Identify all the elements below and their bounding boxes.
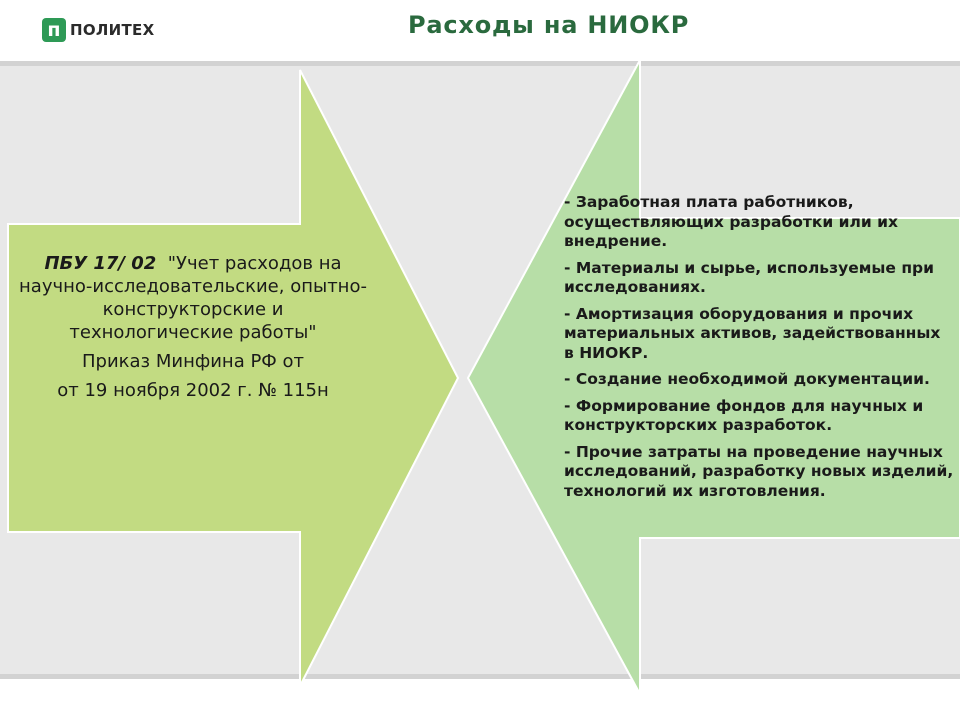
- list-item: - Формирование фондов для научных и конструкторских разработок.: [564, 396, 924, 434]
- slide-title: Расходы на НИОКР: [408, 11, 690, 39]
- list-item: - Заработная плата работников, осуществляющих разработки или их внедрение.: [564, 193, 899, 250]
- list-item: - Амортизация оборудования и прочих материальных активов, задействованных в НИОКР.: [564, 304, 941, 362]
- list-item: - Создание необходимой документации.: [564, 370, 930, 388]
- order-line-1: Приказ Минфина РФ от: [81, 351, 305, 372]
- order-line-2: от 19 ноября 2002 г. № 115н: [57, 380, 329, 401]
- list-item: - Прочие затраты на проведение научных исследований, разработку новых изделий, технологий их изготовления.: [564, 442, 954, 500]
- left-block-text: [18, 252, 368, 402]
- pbu-description: "Учет расходов на научно-исследовательские, опытно-конструкторские и технологические работы": [19, 253, 367, 343]
- expense-list: [564, 193, 954, 508]
- list-item: - Материалы и сырье, используемые при исследованиях.: [564, 258, 934, 296]
- pbu-code: ПБУ 17/ 02: [44, 253, 157, 274]
- logo-text: ПОЛИТЕХ: [70, 21, 155, 39]
- logo-icon: п: [42, 18, 66, 42]
